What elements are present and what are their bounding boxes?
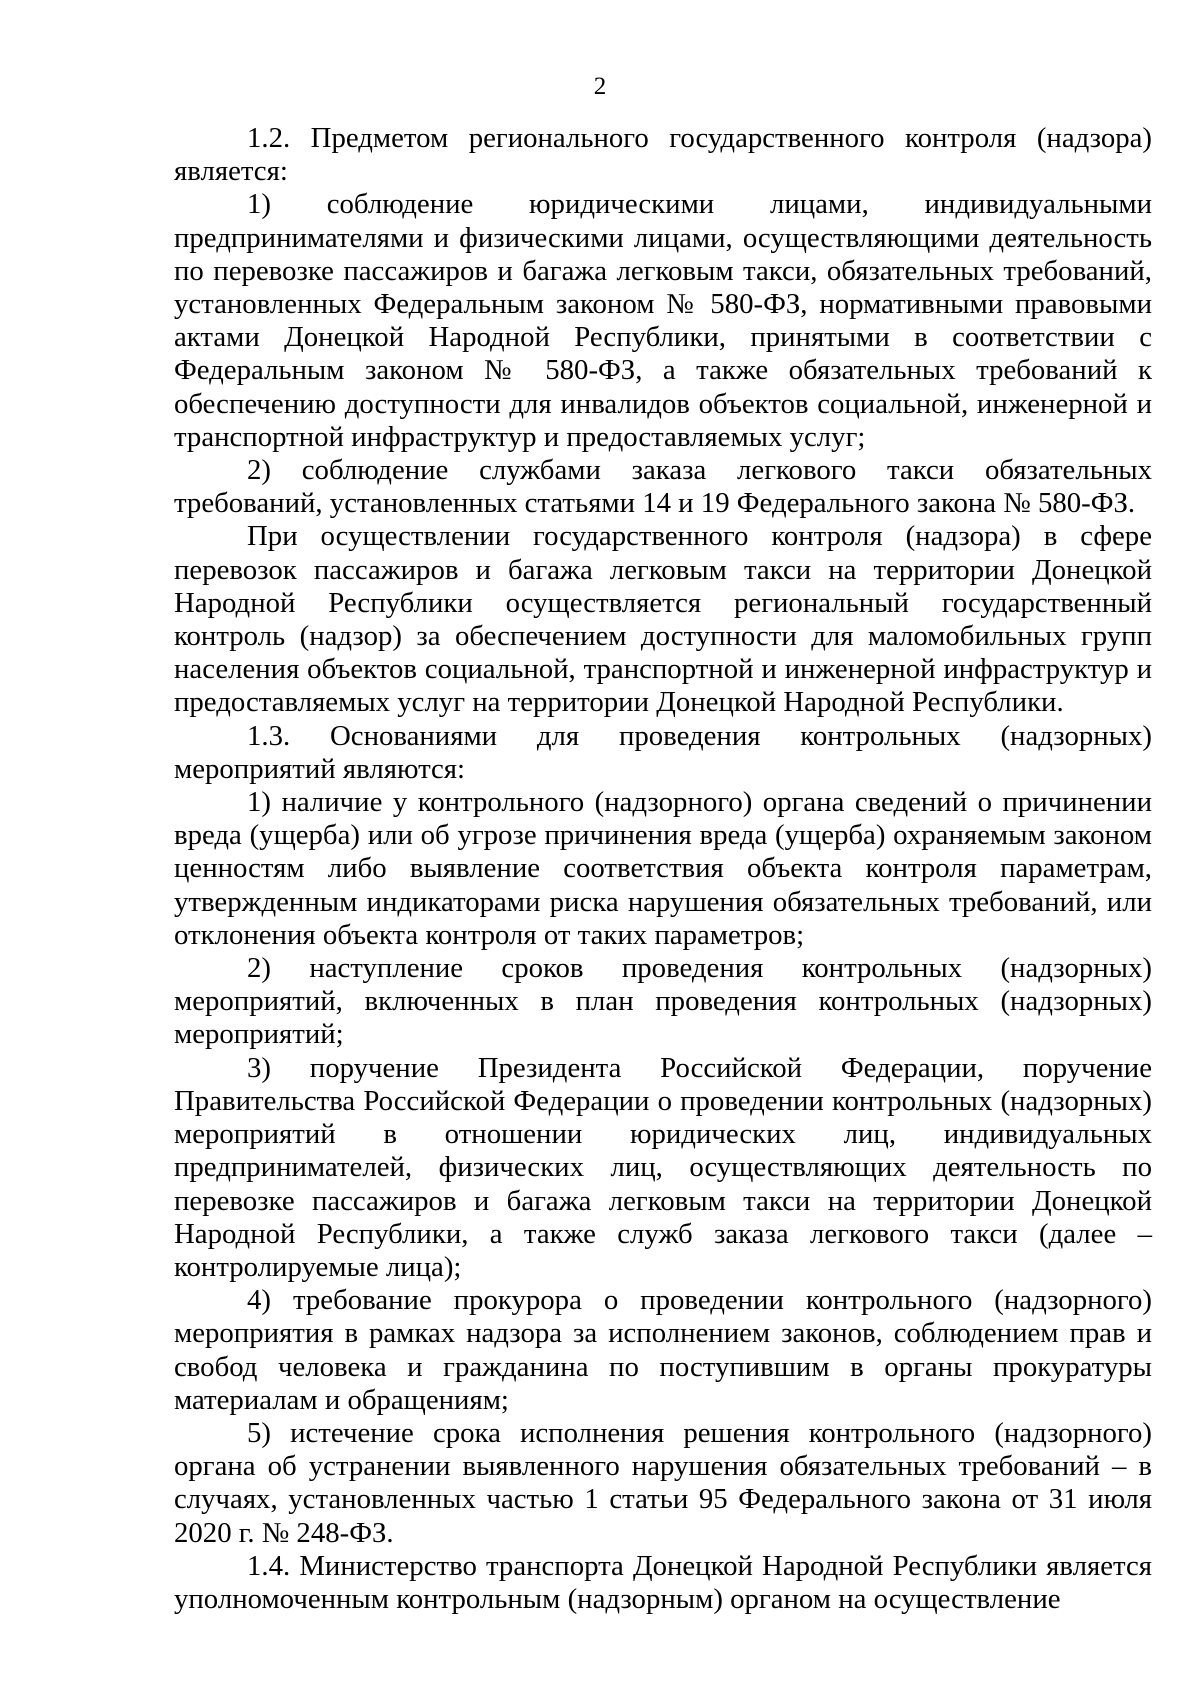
section-1-3-item-1: 1) наличие у контрольного (надзорного) органа сведений о причинении вреда (ущерба) или об угрозе причинения вреда (ущерба) охраняемым законом ценностям либо выявление соответствия объекта контроля параметрам, утвержденным индикаторами риска нарушения обязательных требований, или отклонения объекта контроля от таких параметров;	[174, 786, 1152, 951]
section-1-3-item-2: 2) наступление сроков проведения контрольных (надзорных) мероприятий, включенных в план проведения контрольных (надзорных) мероприятий;	[174, 952, 1152, 1051]
section-1-3-item-3: 3) поручение Президента Российской Федерации, поручение Правительства Российской Федерации о проведении контрольных (надзорных) мероприятий в отношении юридических лиц, индивидуальных предпринимателей, физических лиц, осуществляющих деятельность по перевозке пассажиров и багажа легковым такси на территории Донецкой Народной Республики, а также служб заказа легкового такси (далее – контролируемые лица);	[174, 1051, 1152, 1283]
section-1-4-text: 1.4. Министерство транспорта Донецкой Народной Республики является уполномоченным контрольным (надзорным) органом на осуществление	[174, 1549, 1152, 1615]
document-body	[174, 122, 1152, 1616]
section-1-2-item-1: 1) соблюдение юридическими лицами, индивидуальными предпринимателями и физическими лицами, осуществляющими деятельность по перевозке пассажиров и багажа легковым такси, обязательных требований, установленных Федеральным законом № 580-ФЗ, нормативными правовыми актами Донецкой Народной Республики, принятыми в соответствии с Федеральным законом № 580-ФЗ, а также обязательных требований к обеспечению доступности для инвалидов объектов социальной, инженерной и транспортной инфраструктур и предоставляемых услуг;	[174, 188, 1152, 453]
page-number: 2	[593, 73, 607, 100]
section-1-2-item-2: 2) соблюдение службами заказа легкового такси обязательных требований, установленных статьями 14 и 19 Федерального закона № 580-ФЗ.	[174, 454, 1152, 520]
section-1-3-item-5: 5) истечение срока исполнения решения контрольного (надзорного) органа об устранении выявленного нарушения обязательных требований – в случаях, установленных частью 1 статьи 95 Федерального закона от 31 июля 2020 г. № 248-ФЗ.	[174, 1416, 1152, 1549]
section-1-2-heading: 1.2. Предметом регионального государственного контроля (надзора) является:	[174, 122, 1152, 188]
section-1-3-item-4: 4) требование прокурора о проведении контрольного (надзорного) мероприятия в рамках надзора за исполнением законов, соблюдением прав и свобод человека и гражданина по поступившим в органы прокуратуры материалам и обращениям;	[174, 1284, 1152, 1416]
section-1-2-note: При осуществлении государственного контроля (надзора) в сфере перевозок пассажиров и багажа легковым такси на территории Донецкой Народной Республики осуществляется региональный государственный контроль (надзор) за обеспечением доступности для маломобильных групп населения объектов социальной, транспортной и инженерной инфраструктур и предоставляемых услуг на территории Донецкой Народной Республики.	[174, 520, 1152, 719]
section-1-3-heading: 1.3. Основаниями для проведения контрольных (надзорных) мероприятий являются:	[174, 719, 1152, 785]
